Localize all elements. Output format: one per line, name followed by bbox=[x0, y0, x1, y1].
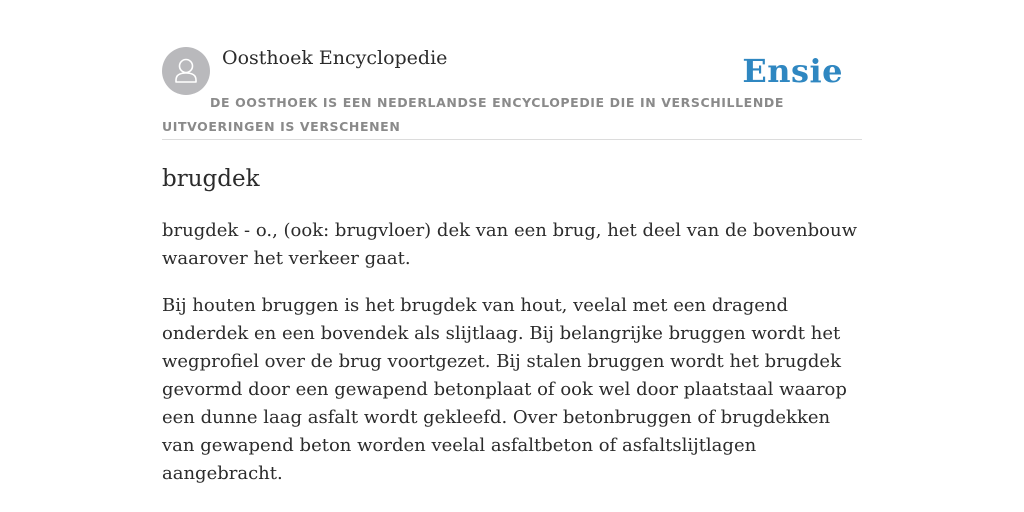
user-icon bbox=[162, 47, 210, 95]
avatar[interactable] bbox=[162, 47, 210, 95]
source-description: DE OOSTHOEK IS EEN NEDERLANDSE ENCYCLOPEDIE DIE IN VERSCHILLENDE UITVOERINGEN IS VERSCHENEN bbox=[162, 95, 784, 134]
source-title[interactable]: Oosthoek Encyclopedie bbox=[222, 47, 448, 69]
body-paragraph: Bij houten bruggen is het brugdek van hout, veelal met een dragend onderdek en een bovendek als slijtlaag. Bij belangrijke bruggen wordt het wegprofiel over de brug voortgezet. Bij stalen bruggen wordt het brugdek gevormd door een gewapend betonplaat of ook wel door plaatstaal waarop een dunne laag asfalt wordt gekleefd. Over betonbruggen of brugdekken van gewapend beton worden veelal asfaltbeton of asfaltslijtlagen aangebracht. bbox=[162, 295, 847, 484]
page-title: brugdek bbox=[162, 166, 260, 192]
source-header bbox=[162, 46, 862, 140]
definition-paragraph: brugdek - o., (ook: brugvloer) dek van een brug, het deel van de bovenbouw waarover het verkeer gaat. bbox=[162, 220, 858, 269]
brand-logo[interactable]: Ensie bbox=[742, 52, 843, 90]
entry-card bbox=[162, 46, 862, 488]
